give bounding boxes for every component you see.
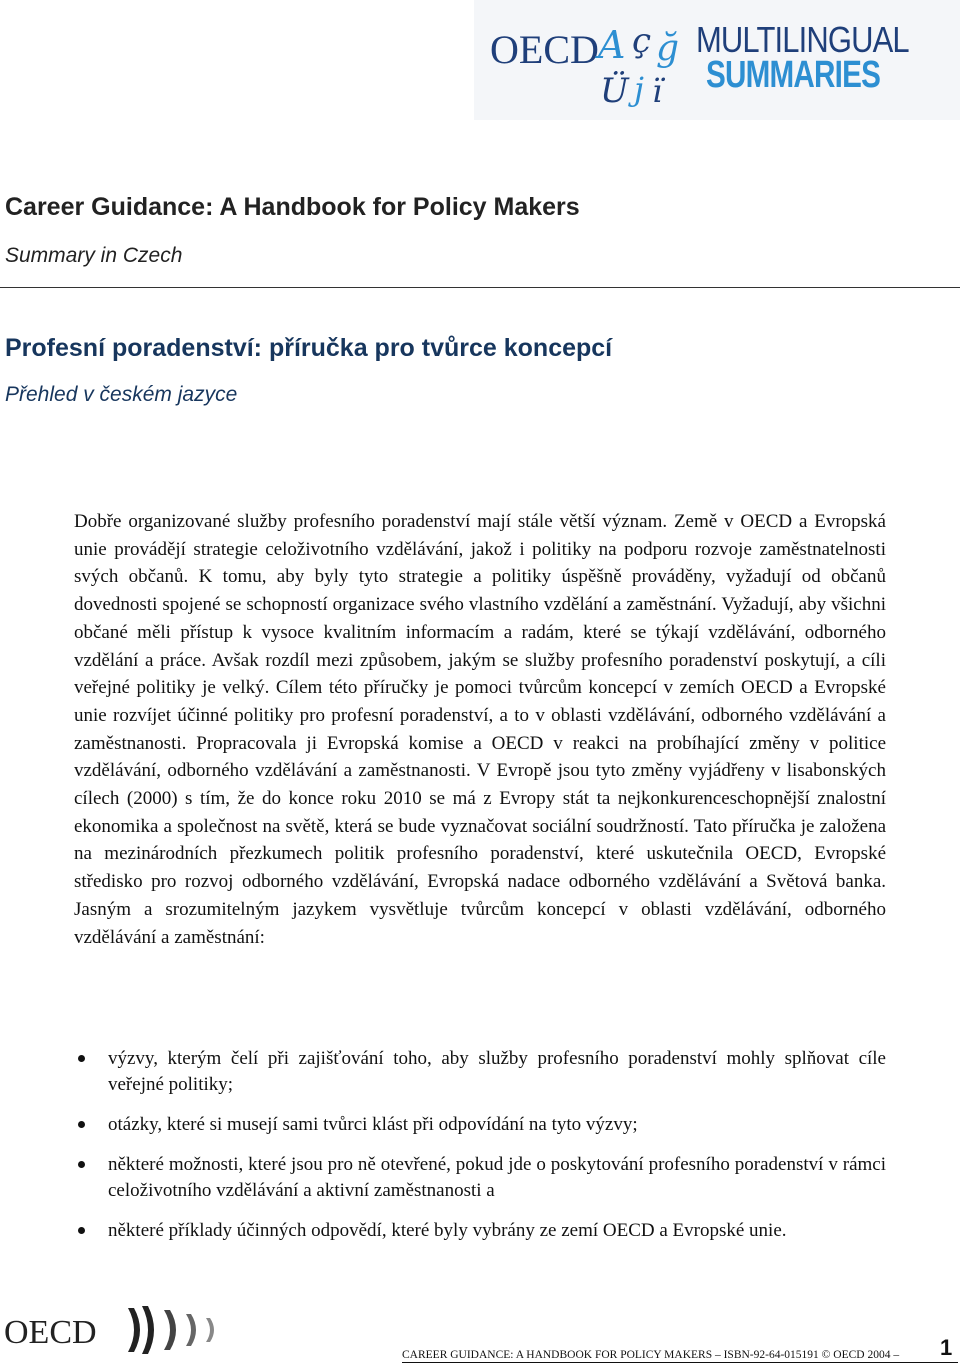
logo-multilingual-text: MULTILINGUAL [696,19,909,60]
bullet-text: otázky, které si musejí sami tvůrci klást při odpovídání na tyto výzvy; [108,1114,638,1135]
summary-paragraph: Dobře organizované služby profesního poradenství mají stále větší význam. Země v OECD a Evropská unie provádějí strategie celoživotního vzdělávání, jakož i politiky na podporu rozvoje zaměstnatelnosti svých občanů. K tomu, aby byly tyto strategie a politiky úspěšně prováděny, vyžadují od občanů dovednosti spojené se schopností organizace svého vlastního vzdělání a zaměstnání. Vyžadují, aby všichni občané měli přístup k vysoce kvalitním informacím a radám, které se týkají vzdělávání, odborného vzdělání a práce. Avšak rozdíl mezi způsobem, jakým se služby profesního poradenství poskytují, a cíli veřejné politiky je velký. Cílem této příručky je pomoci tvůrcům koncepcí v zemích OECD a Evropské unie rozvíjet účinné politiky pro profesní poradenství, a to v oblasti vzdělávání, odborného vzdělávání a zaměstnanosti. Propracovala ji Evropská komise a OECD v reakci na probíhající změny v politice vzdělávání, odborného vzdělávání a zaměstnanosti. V Evropě jsou tyto změny vyjádřeny v lisabonských cílech (2000) s tím, že do konce roku 2010 se má z Evropy stát ta nejkonkurenceschopnější znalostní ekonomika a společnost na světě, která se bude vyznačovat sociální soudržností. Tato příručka je založena na mezinárodních přezkumech politik profesního poradenství, které uskutečnila OECD, Evropské středisko pro rozvoj odborného vzdělávání, Evropská nadace odborného vzdělávání a Světová banka. Jasným a srozumitelným jazykem vysvětluje tvůrcům koncepcí v oblasti vzdělávání, odborného vzdělávání a zaměstnání: [74,511,886,948]
czech-subtitle: Přehled v českém jazyce [5,383,238,406]
footer-citation: CAREER GUIDANCE: A HANDBOOK FOR POLICY MAKERS – ISBN-92-64-015191 © OECD 2004 – [402,1349,900,1361]
logo-summaries-text: SUMMARIES [706,54,881,96]
title-divider [0,287,960,288]
bullet-icon [78,1121,85,1128]
svg-text:Ü: Ü [600,71,629,108]
oecd-mark-icon [120,1300,230,1360]
bullet-text: výzvy, kterým čelí při zajišťování toho, aby služby profesního poradenství mohly splňovat cíle veřejné politiky; [108,1048,886,1095]
list-item [74,1218,886,1244]
multilingual-summaries-logo [474,0,960,120]
english-title: Career Guidance: A Handbook for Policy Makers [5,193,580,221]
svg-text:ï: ï [652,72,663,108]
footer-divider [402,1362,958,1363]
bullet-icon [78,1161,85,1168]
summary-bullet-list [74,1046,886,1258]
footer-oecd-text: OECD [4,1314,97,1351]
logo-oecd-text: OECD [490,27,599,72]
list-item [74,1112,886,1138]
svg-text:ğ: ğ [656,28,680,69]
bullet-text: některé možnosti, které jsou pro ně otevřené, pokud jde o poskytování profesního poradenství v rámci celoživotního vzdělávání a aktivní zaměstnanosti a [108,1154,886,1201]
czech-title: Profesní poradenství: příručka pro tvůrce koncepcí [5,334,613,362]
page-number: 1 [940,1335,953,1360]
list-item [74,1152,886,1204]
bullet-icon [78,1227,85,1234]
letters-glyph-icon [594,8,686,108]
list-item [74,1046,886,1098]
svg-text:A: A [598,23,626,67]
svg-text:ç: ç [632,21,652,61]
oecd-footer-logo [4,1300,254,1360]
bullet-icon [78,1055,85,1062]
english-subtitle: Summary in Czech [5,244,183,267]
bullet-text: některé příklady účinných odpovědí, které byly vybrány ze zemí OECD a Evropské unie. [108,1220,787,1241]
svg-text:j: j [634,70,644,108]
